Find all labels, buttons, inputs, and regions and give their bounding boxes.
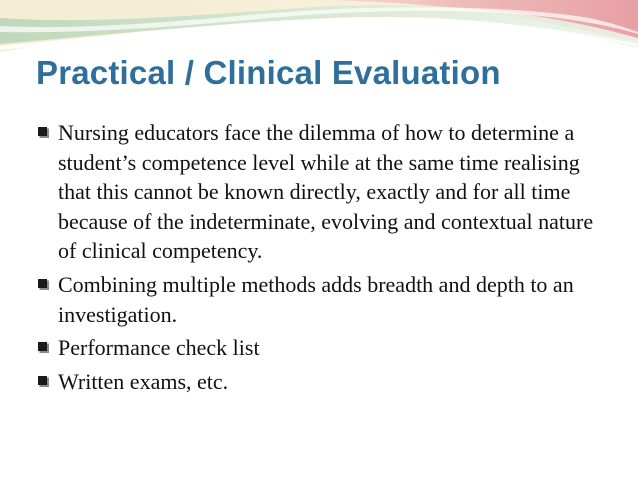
slide-title: Practical / Clinical Evaluation [36,54,501,91]
bullet-text: Performance check list [58,335,260,361]
square-bullet-icon [38,376,49,387]
bullet-text: Nursing educators face the dilemma of how to determine a student’s competence level while at the same time realising that this cannot be known directly, exactly and for all time because of the indeterminate, evolving and contextual nature of clinical competency. [58,120,594,264]
square-bullet-icon [38,279,49,290]
bullet-text: Combining multiple methods adds breadth and depth to an investigation. [58,271,574,327]
list-item [36,333,611,363]
list-item [36,118,611,266]
bullet-text: Written exams, etc. [58,368,229,394]
list-item [36,270,611,329]
bullet-list [36,118,611,400]
square-bullet-icon [38,342,49,353]
square-bullet-icon [38,127,49,138]
list-item [36,367,611,397]
